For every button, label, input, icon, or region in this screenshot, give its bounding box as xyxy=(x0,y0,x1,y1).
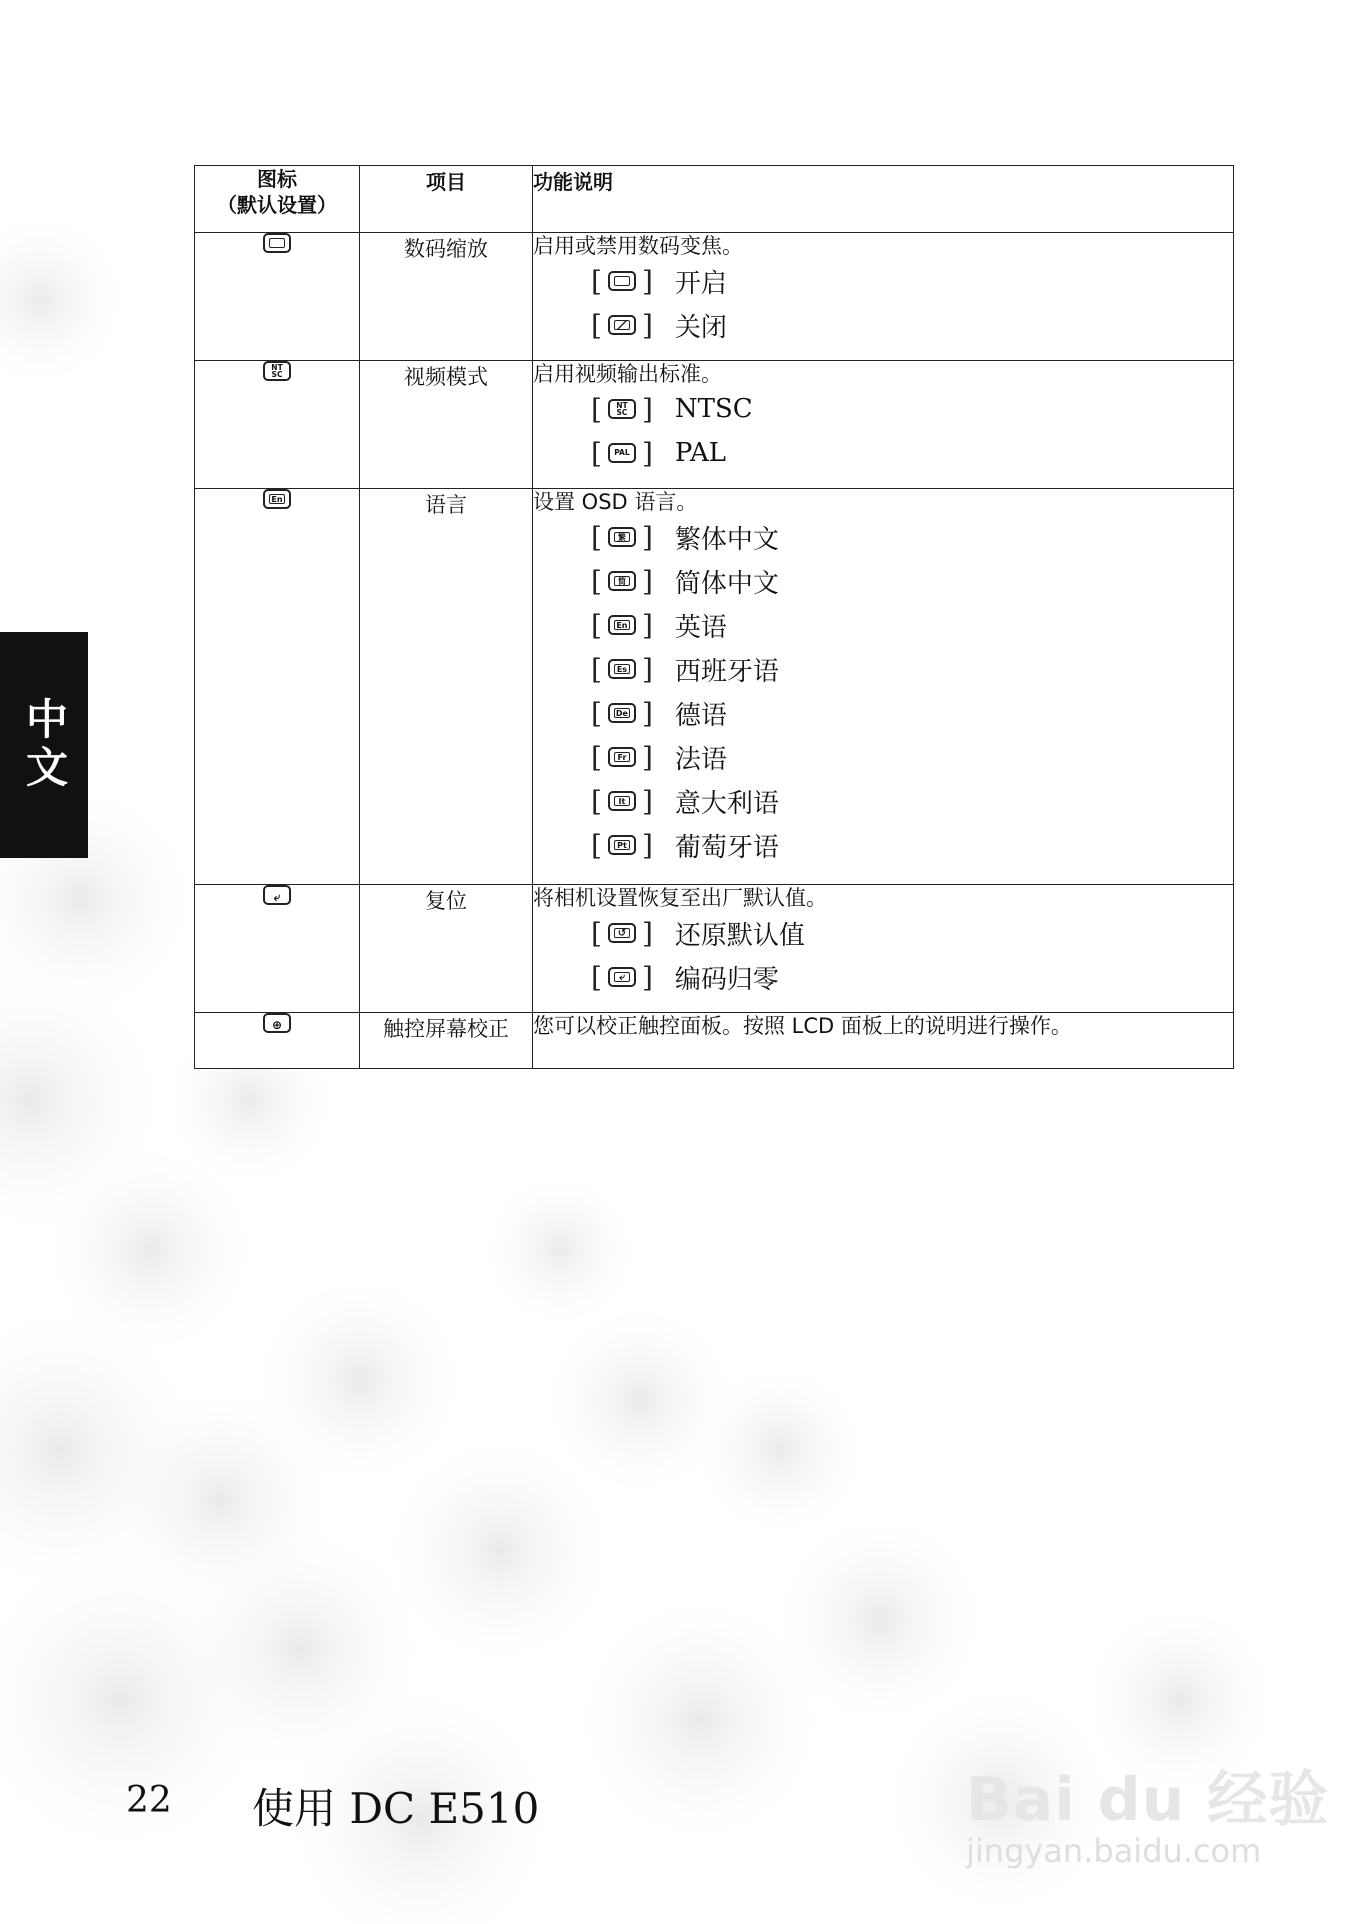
lang-pt-icon: Pt xyxy=(608,835,636,855)
option-item: [ NT SC ] NTSC xyxy=(591,392,753,426)
option-label: NTSC xyxy=(674,394,753,424)
lang-fr-icon: Fr xyxy=(608,747,636,767)
option-item: [ ↺ ] 还原默认值 xyxy=(591,916,805,951)
option-label: 关闭 xyxy=(674,312,727,343)
watermark-logo: Bai du 经验 xyxy=(966,1765,1330,1835)
row-desc: 将相机设置恢复至出厂默认值。 xyxy=(533,886,827,910)
reset-numbering-icon: ⤶ xyxy=(608,967,636,987)
option-label: PAL xyxy=(674,438,727,468)
restore-defaults-icon: ↺ xyxy=(608,923,636,943)
option-item: [ Es ] 西班牙语 xyxy=(591,652,779,687)
lang-es-icon: Es xyxy=(608,659,636,679)
row-desc-cell xyxy=(533,489,1234,885)
option-item: [ Pt ] 葡萄牙语 xyxy=(591,828,779,863)
option-label: 德语 xyxy=(674,700,727,731)
option-label: 简体中文 xyxy=(674,568,779,599)
table-row xyxy=(195,885,1234,1013)
row-item: 复位 xyxy=(360,885,533,1013)
lang-traditional-chinese-icon: 繁 xyxy=(608,527,636,547)
row-desc: 启用视频输出标准。 xyxy=(533,362,722,386)
option-item: [ ] 开启 xyxy=(591,264,727,299)
row-icon-cell xyxy=(195,885,360,1013)
table-header-row xyxy=(195,166,1234,233)
table-row xyxy=(195,489,1234,885)
pal-icon: PAL xyxy=(608,443,636,463)
row-desc-cell xyxy=(533,885,1234,1013)
footer-title: 使用 DC E510 xyxy=(252,1784,540,1833)
ntsc-icon: NT SC xyxy=(608,399,636,419)
row-desc: 您可以校正触控面板。按照 LCD 面板上的说明进行操作。 xyxy=(533,1014,1072,1038)
table-row xyxy=(195,361,1234,489)
touch-calibration-icon: ⊕ xyxy=(263,1013,291,1033)
digital-zoom-icon xyxy=(263,233,291,253)
option-item: [ Fr ] 法语 xyxy=(591,740,727,775)
row-item: 数码缩放 xyxy=(360,233,533,361)
option-label: 开启 xyxy=(674,268,727,299)
option-item: [ En ] 英语 xyxy=(591,608,727,643)
header-desc: 功能说明 xyxy=(533,166,1234,233)
row-icon-cell xyxy=(195,233,360,361)
settings-table xyxy=(194,165,1234,1069)
lang-it-icon: It xyxy=(608,791,636,811)
header-icon xyxy=(195,166,360,233)
option-label: 英语 xyxy=(674,612,727,643)
zoom-on-icon xyxy=(608,271,636,291)
reset-icon: ⤶ xyxy=(263,885,291,905)
option-item: [ PAL ] PAL xyxy=(591,436,727,470)
table-row xyxy=(195,1013,1234,1069)
option-label: 编码归零 xyxy=(674,964,779,995)
row-desc: 设置 OSD 语言。 xyxy=(533,490,698,514)
lang-simplified-chinese-icon: 简 xyxy=(608,571,636,591)
option-label: 葡萄牙语 xyxy=(674,832,779,863)
option-label: 法语 xyxy=(674,744,727,775)
lang-de-icon: De xyxy=(608,703,636,723)
language-en-icon: En xyxy=(263,489,291,509)
option-item: [ 简 ] 简体中文 xyxy=(591,564,779,599)
ntsc-icon: NT SC xyxy=(263,361,291,381)
option-item: [ ] 关闭 xyxy=(591,308,727,343)
header-icon-line1: 图标 xyxy=(257,167,297,191)
zoom-off-icon xyxy=(608,315,636,335)
row-desc-cell xyxy=(533,361,1234,489)
option-label: 意大利语 xyxy=(674,788,779,819)
lang-en-icon: En xyxy=(608,615,636,635)
row-item: 触控屏幕校正 xyxy=(360,1013,533,1069)
option-label: 还原默认值 xyxy=(674,920,805,951)
row-desc-cell xyxy=(533,1013,1234,1069)
row-icon-cell xyxy=(195,489,360,885)
option-label: 西班牙语 xyxy=(674,656,779,687)
header-icon-line2: （默认设置） xyxy=(217,193,337,217)
row-icon-cell xyxy=(195,1013,360,1069)
row-item: 视频模式 xyxy=(360,361,533,489)
row-desc: 启用或禁用数码变焦。 xyxy=(533,234,743,258)
option-item: [ It ] 意大利语 xyxy=(591,784,779,819)
watermark-url: jingyan.baidu.com xyxy=(966,1832,1262,1870)
table-row xyxy=(195,233,1234,361)
option-item: [ 繁 ] 繁体中文 xyxy=(591,520,779,555)
page-number: 22 xyxy=(126,1780,172,1821)
side-tab-label: 中文 xyxy=(20,697,69,793)
header-item: 项目 xyxy=(360,166,533,233)
option-label: 繁体中文 xyxy=(674,524,779,555)
language-side-tab xyxy=(0,632,88,858)
option-item: [ De ] 德语 xyxy=(591,696,727,731)
option-item: [ ⤶ ] 编码归零 xyxy=(591,960,779,995)
row-icon-cell xyxy=(195,361,360,489)
row-desc-cell xyxy=(533,233,1234,361)
row-item: 语言 xyxy=(360,489,533,885)
